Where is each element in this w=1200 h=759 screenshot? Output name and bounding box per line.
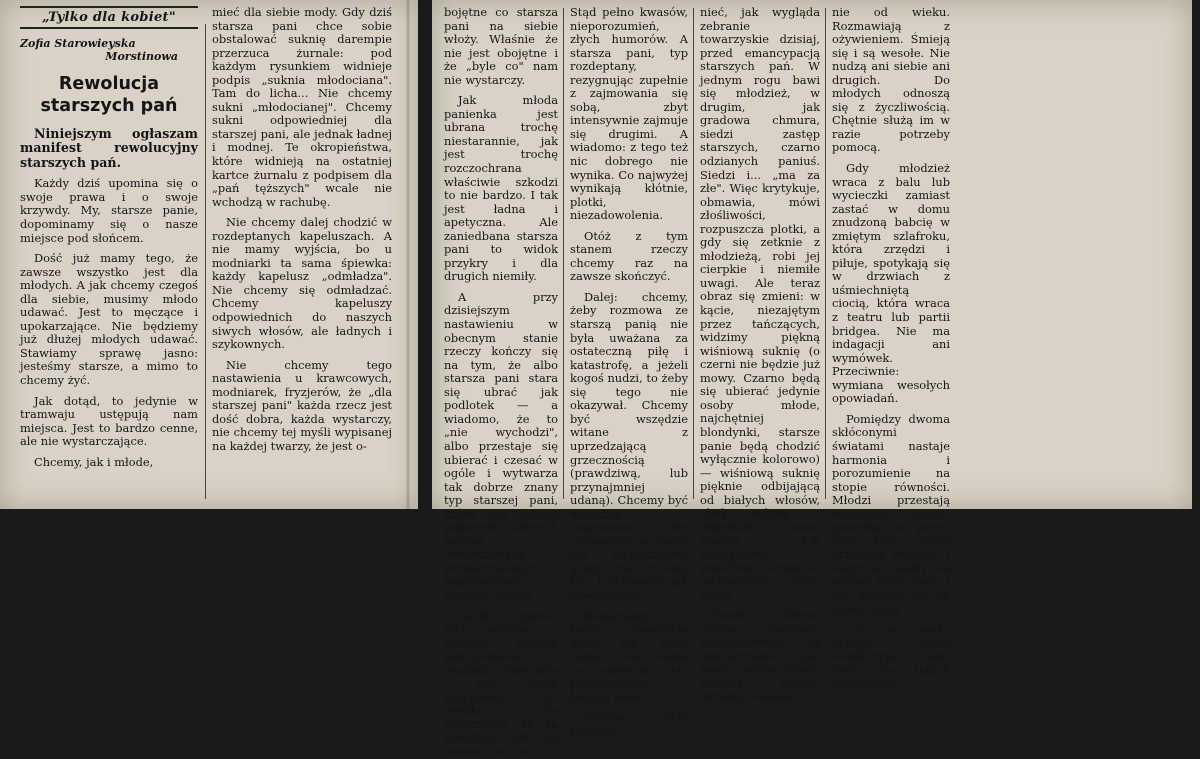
- paragraph: Rozumiemy: każda rewolucja musi nie tylko żądać, musi także coś przynosić. My przyniesiemy bardzo wiele.: [570, 608, 688, 704]
- paragraph: A przy dzisiejszym nastawieniu w obecnym stanie rzeczy kończy się na tym, że albo starsza pani stara się ubrać jak podlotek — a wiadomo, że to „nie wychodzi", albo przestaje się ubierać i czesać w ogóle i wytwarza tak dobrze znany typ starszej pani, która jest jakimś pakietem czarnych łachów, uwieńczonych przekrzywionym kapelusikiem z zeszłego wieku.: [444, 289, 558, 602]
- article-column-1: [20, 6, 198, 509]
- column-rule: [825, 8, 826, 499]
- paragraph: Jak młoda panienka jest ubrana trochę niestarannie, jak jest trochę rozczochrana właściwie szkodzi to nie bardzo. I tak jest ładna i apetyczna. Ale zaniedbana starsza pani to widok przykry i dla drugich niemiły.: [444, 93, 558, 284]
- paragraph: Jak dotąd, to jedynie w tramwaju ustępują nam miejsca. Jest to bardzo cenne, ale nie wystarczające.: [20, 393, 198, 449]
- column-rule: [205, 24, 206, 499]
- paragraph: Otóż z tym stanem rzeczy chcemy raz na zawsze skończyć.: [570, 228, 688, 284]
- paper-edge: [406, 0, 410, 509]
- paragraph: nie od wieku. Rozmawiają z ożywieniem. Śmieją się i są wesołe. Nie nudzą ani siebie ani drugich. Do młodych odnoszą się z życzliwością. Chętnie służą im w razie potrzeby pomocą.: [832, 5, 950, 155]
- lead-paragraph: Niniejszym ogłaszam manifest rewolucyjny starszych pań.: [20, 125, 198, 170]
- author-surname: Morstinowa: [105, 49, 178, 63]
- newspaper-clipping-left: [0, 0, 418, 509]
- article-column-6: [832, 5, 950, 691]
- paragraph: Czy nie warto przejść małej rewolucyjki, aby dojść do takich rezultatów?: [832, 622, 950, 691]
- paragraph: nieć, jak wygląda zebranie towarzyskie dzisiaj, przed emancypacją starszych pań. W jednym rogu bawi się młodzież, w drugim, jak gradowa chmura, siedzi zastęp starszych, czarno odzianych paniuś. Siedzi i... „ma za złe". Więc krytykuje, obmawia, mówi złośliwości, rozpuszcza plotki, a gdy się zetknie z młodzieżą, robi jej cierpkie i niemiłe uwagi. Ale teraz obraz się zmieni: w kącie, niezajętym przez tańczących, widzimy piękną wiśniową suknię (o czerni nie będzie już mowy. Czarno będą się ubierać jedynie osoby młode, najchętniej blondynki, starsze panie będą chodzić wyłącznie kolorowo) — wiśniową suknię pięknie odbijającą od białych włosów, obok suknię o głębokim tonie szafiru lub księżycowo popielatą. Grupa ta malowniczo zdobi salon.: [700, 5, 820, 602]
- article-column-5: [700, 5, 820, 704]
- section-header: [20, 6, 198, 29]
- column-rule: [563, 8, 564, 499]
- section-title: „Tylko dla kobiet": [42, 10, 176, 25]
- paragraph: mieć dla siebie mody. Gdy dziś starsza pani chce sobie obstalować suknię darempie przerzuca żurnale: pod każdym rysunkiem widnieje podpis „suknia młodociana". Tam do licha... Nie chcemy sukni „młodocianej". Chcemy sukni odpowiedniej dla starszej pani, ale jednak ładnej i modnej. Te okropieństwa, które widnieją na ostatniej kartce żurnalu z podpisem dla „pań tęższych" wcale nie wchodzą w rachubę.: [212, 5, 392, 209]
- newspaper-clipping-right: [432, 0, 1192, 758]
- headline: [20, 73, 198, 117]
- paragraph: Gdy młodzież wraca z balu lub wycieczki zamiast zastać w domu znudzoną babcię w zmiętym szlafroku, która zrzędzi i piłuje, spotykają się w drzwiach z uśmiechniętą ciocią, która wraca z teatru lub partii bridgea. Nie ma indagacji ani wymówek. Przeciwnie: wymiana wesołych opowiadań.: [832, 161, 950, 406]
- paragraph: Dalej: chcemy, żeby rozmowa ze starszą panią nie była uważana za ostateczną piłę i katastrofę, a jeżeli kogoś nudzi, to żeby się tego nie okazywał. Chcemy być wszędzie witane z uprzedzającą grzecznością (prawdziwą, lub przynajmniej udaną). Chcemy być wszędzie zapraszane, a nie zostawiane w domu jak niepotrzebne graty. Nie chcemy być traktowane jak zawalidrogi.: [570, 289, 688, 602]
- paragraph: Nie chcemy dalej chodzić w rozdeptanych kapeluszach. A nie mamy wyjścia, bo u modniarki ta sama śpiewka: każdy kapelusz „odmładza". Nie chcemy się odmładzać. Chcemy kapeluszy odpowiednich do naszych siwych włosów, ale ładnych i szykownych.: [212, 215, 392, 352]
- article-column-4: [570, 5, 688, 738]
- paragraph: Skutki obydwu tych postaw są fatalne: starsza pani-podlotek wygląda śmiesznie i ma ciągłe przykrości, bo prędko się spostrzega, że za podlotka nikt jej uważać nie chce.: [444, 608, 558, 758]
- paragraph: Proszę sobie przypom-: [570, 710, 688, 738]
- byline: [20, 37, 198, 63]
- paragraph: Chcemy, jak i młode,: [34, 454, 154, 469]
- paragraph: Pomiędzy dwoma skłóconymi światami nastaje harmonia i porozumienie na stopie równości. Młodzi przestają starszych unikać, przestają się przed nimi kryć, starsi przestają zrzędzić i dogryzać. Każdy ma własny teren życia i nie wdziera się na teren cudzy.: [832, 411, 950, 616]
- paragraph: Nie chcemy tego nastawienia u krawcowych, modniarek, fryzjerów, że „dla starszej pani" każda rzecz jest dość dobra, każda wystarczy, nie chcemy tej myśli wypisanej na każdej twarzy, że jest o-: [212, 357, 392, 453]
- article-column-2: [212, 6, 392, 509]
- paragraph: Dość już mamy tego, że zawsze wszystko jest dla młodych. A jak chcemy czegoś dla siebie, musimy młodo udawać. Jest to męczące i upokarzające. Nie będziemy już dłużej młodych udawać. Stawiamy sprawę jasno: jesteśmy starsze, a mimo to chcemy żyć.: [20, 251, 198, 387]
- paragraph: Każdy dziś upomina się o swoje prawa i o swoje krzywdy. My, starsze panie, dopominamy się o nasze miejsce pod słońcem.: [20, 176, 198, 245]
- author-name: Zofia Starowieyska: [20, 36, 136, 50]
- headline-line-1: Rewolucja: [58, 73, 160, 94]
- headline-line-2: starszych pań: [40, 95, 178, 116]
- article-column-3: [444, 5, 558, 758]
- paragraph: Stąd pełno kwasów, nieporozumień, złych humorów. A starsza pani, typ rozdeptany, rezygnując zupełnie z zajmowania się sobą, zbyt intensywnie zajmuje się drugimi. A wiadomo: z tego też nic dobrego nie wynika. Co najwyżej wynikają kłótnie, plotki, niezadowolenia.: [570, 5, 688, 223]
- column-rule: [693, 8, 694, 499]
- paragraph: Panie dobrze ubrane, starannie zaondulowane są uśmiechnięte, jak bywa uśmiechnięta kobieta dobrze ubrana, niezależ-: [700, 608, 820, 704]
- paragraph: bojętne co starsza pani na siebie włoży. Właśnie że nie jest obojętne i że „byle co" nam nie wystarczy.: [444, 5, 558, 87]
